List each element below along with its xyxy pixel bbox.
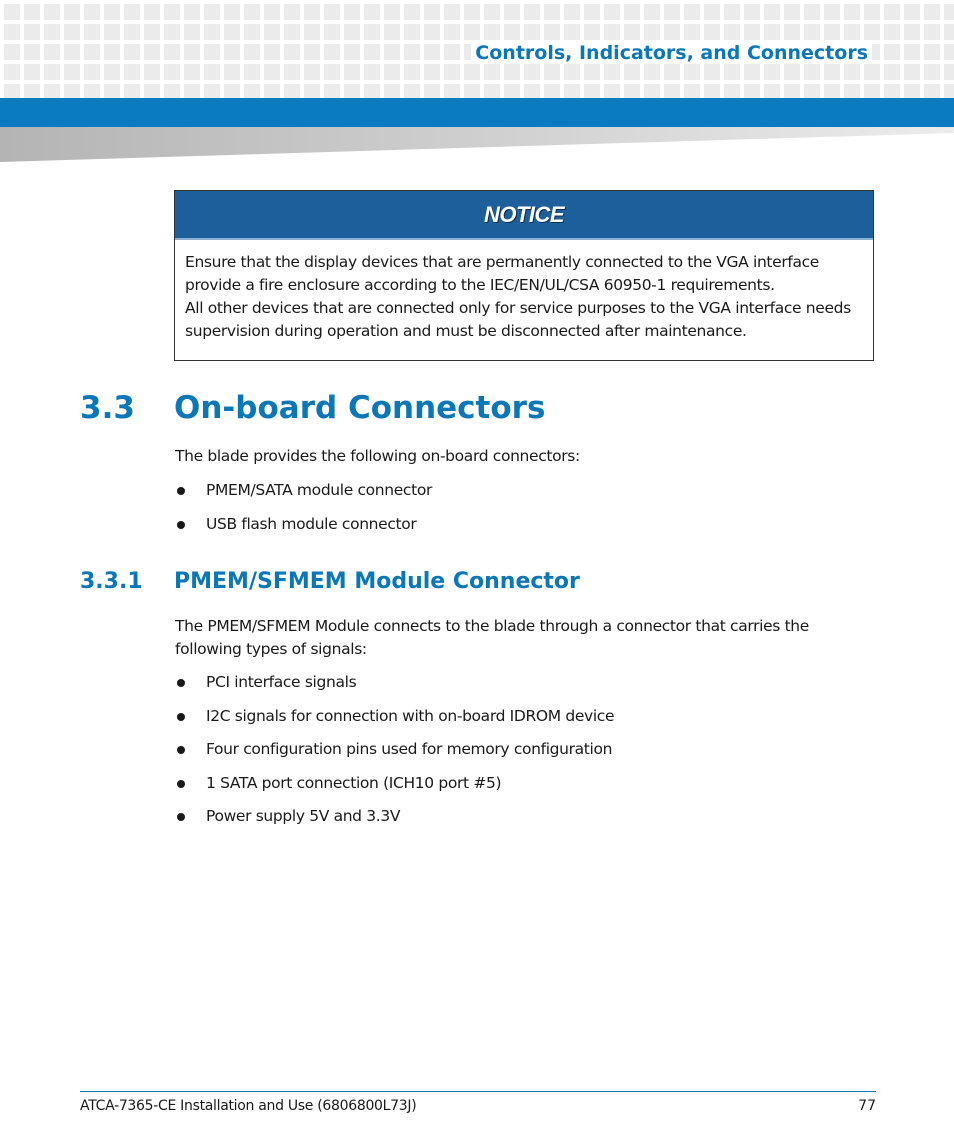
notice-line: Ensure that the display devices that are permanently connected to the VGA interface — [185, 253, 819, 271]
bullet-icon — [177, 521, 185, 529]
bullet-icon — [177, 780, 185, 788]
notice-line: supervision during operation and must be disconnected after maintenance. — [185, 322, 747, 340]
list-item-text: Four configuration pins used for memory configuration — [206, 740, 613, 759]
list-item-text: I2C signals for connection with on-board IDROM device — [206, 706, 615, 725]
subsection-title: PMEM/SFMEM Module Connector — [174, 569, 580, 594]
notice-header — [175, 191, 873, 240]
bullet-icon — [177, 713, 185, 721]
list-item — [175, 805, 614, 839]
bullet-icon — [177, 679, 185, 687]
header-blue-band — [0, 98, 954, 127]
list-item-text: PMEM/SATA module connector — [206, 481, 432, 499]
bullet-icon — [177, 746, 185, 754]
notice-box — [174, 190, 874, 361]
list-item — [175, 671, 614, 705]
running-header-title: Controls, Indicators, and Connectors — [471, 42, 872, 64]
notice-line: All other devices that are connected only for service purposes to the VGA interface needs — [185, 299, 851, 317]
subsection-intro-line: The PMEM/SFMEM Module connects to the blade through a connector that carries the — [175, 617, 809, 635]
list-item — [175, 479, 432, 513]
signal-list — [175, 671, 614, 839]
subsection-intro-line: following types of signals: — [175, 640, 367, 658]
notice-label: NOTICE — [483, 201, 565, 227]
footer-doc-title: ATCA-7365-CE Installation and Use (6806800L73J) — [80, 1098, 417, 1114]
notice-line: provide a fire enclosure according to the IEC/EN/UL/CSA 60950-1 requirements. — [185, 276, 775, 294]
list-item — [175, 738, 614, 772]
section-intro: The blade provides the following on-board connectors: — [175, 447, 580, 465]
list-item-text: USB flash module connector — [206, 514, 417, 533]
list-item-text: PCI interface signals — [206, 673, 357, 691]
list-item — [175, 772, 614, 806]
bullet-icon — [177, 487, 185, 495]
list-item-text: 1 SATA port connection (ICH10 port #5) — [206, 773, 502, 792]
list-item-text: Power supply 5V and 3.3V — [206, 807, 401, 826]
section-title: On-board Connectors — [174, 390, 546, 426]
bullet-icon — [177, 813, 185, 821]
header-gray-swoosh — [0, 127, 954, 167]
connector-list — [175, 479, 432, 546]
section-number: 3.3 — [80, 390, 135, 426]
footer-rule — [80, 1091, 876, 1092]
list-item — [175, 513, 432, 547]
list-item — [175, 705, 614, 739]
notice-body — [175, 240, 873, 343]
footer-page-number: 77 — [858, 1098, 876, 1114]
subsection-number: 3.3.1 — [80, 569, 143, 594]
